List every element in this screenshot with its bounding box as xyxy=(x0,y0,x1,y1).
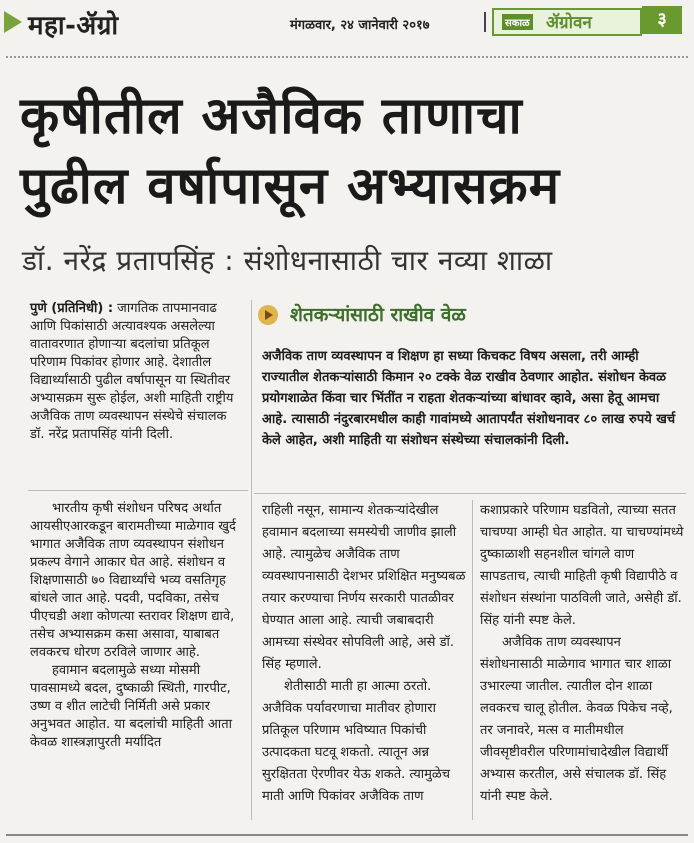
article-paragraph: राहिली नसून, सामान्य शेतकऱ्यांदेखील हवामान बदलाच्या समस्येची जाणीव झाली आहे. त्यामुळेच अजैविक ताण व्यवस्थापनासाठी देशभर प्रशिक्षित मनुष्यबळ तयार करण्याचा निर्णय सरकारी पातळीवर घेण्यात आला आहे. त्याची जबाबदारी आमच्या संस्थेवर सोपविली आहे, असे डॉ. सिंह म्हणाले. xyxy=(262,503,466,672)
logo-main-text: ॲग्रोवन xyxy=(546,13,592,33)
article-paragraph: भारतीय कृषी संशोधन परिषद अर्थात आयसीएआरकडून बारामतीच्या माळेगाव खुर्द भागात अजैविक ताण व्यवस्थापन संशोधन प्रकल्प वेगाने आकार घेत आहे. संशोधन व शिक्षणासाठी ७० विद्यार्थ्यांचे भव्य वसतिगृह बांधले जात आहे. पदवी, पदविका, तसेच पीएचडी अशा कोणत्या स्तरावर शिक्षण द्यावे, तसेच अभ्यासक्रम कसा असावा, याबाबत लवकरच धोरण ठरविले जाणार आहे. xyxy=(30,501,236,660)
page-number: ३ xyxy=(642,6,682,34)
issue-date: मंगळवार, २४ जानेवारी २०१७ xyxy=(290,18,430,33)
dateline: पुणे (प्रतिनिधी) : xyxy=(30,301,114,316)
page-header xyxy=(0,0,694,44)
article-paragraph: शेतीसाठी माती हा आत्मा ठरतो. अजैविक पर्यावरणाचा मातीवर होणारा प्रतिकूल परिणाम भविष्यात पिकांची उत्पादकता घटवू शकतो. त्यातून अन्न सुरक्षितता ऐरणीवर येऊ शकते. त्यामुळेच माती आणि पिकांवर अजैविक ताण xyxy=(262,679,451,804)
column-1-bottom xyxy=(30,500,244,752)
headline-line-2: पुढील वर्षापासून अभ्यासक्रम xyxy=(20,157,561,216)
column-1-divider xyxy=(28,490,248,491)
column-1-top xyxy=(30,300,244,444)
play-bullet-icon xyxy=(258,305,278,325)
lead-paragraph xyxy=(30,300,244,444)
article-paragraph: कशाप्रकारे परिणाम घडवितो, त्याच्या सतत चाचण्या आम्ही घेत आहोत. या चाचण्यांमध्ये दुष्काळाशी सहनशील चांगले वाण सापडताच, त्याची माहिती कृषी विद्यापीठे व संशोधन संस्थांना पाठविली जाते, असेही डॉ. सिंह यांनी स्पष्ट केले. xyxy=(480,503,684,628)
article-paragraph: हवामान बदलामुळे सध्या मोसमी पावसामध्ये बदल, दुष्काळी स्थिती, गारपीट, उष्ण व शीत लाटेची निर्मिती असे प्रकार अनुभवत आहोत. या बदलांची माहिती आता केवळ शास्त्रज्ञापुरती मर्यादित xyxy=(30,663,232,750)
lead-text: जागतिक तापमानवाढ आणि पिकांसाठी अत्यावश्यक असलेल्या वातावरणात होणाऱ्या बदलांचा प्रतिकूल परिणाम पिकांवर होणार आहे. देशातील विद्यार्थ्यांसाठी पुढील वर्षापासून या स्थितीवर अभ्यासक्रम सुरू होईल, अशी माहिती राष्ट्रीय अजैविक ताण व्यवस्थापन संस्थेचे संचालक डॉ. नरेंद्र प्रतापसिंह यांनी दिली. xyxy=(30,301,234,442)
section-name: महा-ॲग्रो xyxy=(28,11,119,41)
page-bottom-rule xyxy=(6,834,688,836)
box-text: अजैविक ताण व्यवस्थापन व शिक्षण हा सध्या किचकट विषय असला, तरी आम्ही राज्यातील शेतकऱ्यांसाठी किमान २० टक्के वेळ राखीव ठेवणार आहोत. संशोधन केवळ प्रयोगशाळेत किंवा चार भिंतींत न राहता शेतकऱ्यांच्या बांधावर व्हावे, असा हेतू आमचा आहे. त्यासाठी नंदुरबारमधील काही गावांमध्ये आतापर्यंत संशोधनावर ८० लाख रुपये खर्च केले आहेत, अशी माहिती या संशोधन संस्थेच्या संचालकांनी दिली. xyxy=(262,349,676,448)
newspaper-logo xyxy=(492,8,642,36)
box-title: शेतकऱ्यांसाठी राखीव वेळ xyxy=(290,304,466,326)
column-2 xyxy=(262,500,468,808)
subheadline: डॉ. नरेंद्र प्रतापसिंह : संशोधनासाठी चार नव्या शाळा xyxy=(22,244,553,277)
column-divider xyxy=(251,300,252,820)
column-divider xyxy=(472,500,473,820)
article-paragraph: अजैविक ताण व्यवस्थापन संशोधनासाठी माळेगाव भागात चार शाळा उभारल्या जातील. त्यातील दोन शाळा लवकरच चालू होतील. केवळ पिकेच नव्हे, तर जनावरे, मत्स व मातीमधील जीवसृष्टीवरील परिणामांचादेखील विद्यार्थी अभ्यास करतील, असे संचालक डॉ. सिंह यांनी स्पष्ट केले. xyxy=(480,635,673,804)
headline xyxy=(20,82,680,222)
header-dotted-divider xyxy=(6,56,688,58)
section-arrow-icon xyxy=(4,11,22,33)
headline-line-1: कृषीतील अजैविक ताणाचा xyxy=(20,87,523,146)
logo-small-text: सकाळ xyxy=(502,14,533,30)
box-divider xyxy=(254,493,686,494)
column-3 xyxy=(480,500,686,808)
header-divider xyxy=(484,12,486,32)
